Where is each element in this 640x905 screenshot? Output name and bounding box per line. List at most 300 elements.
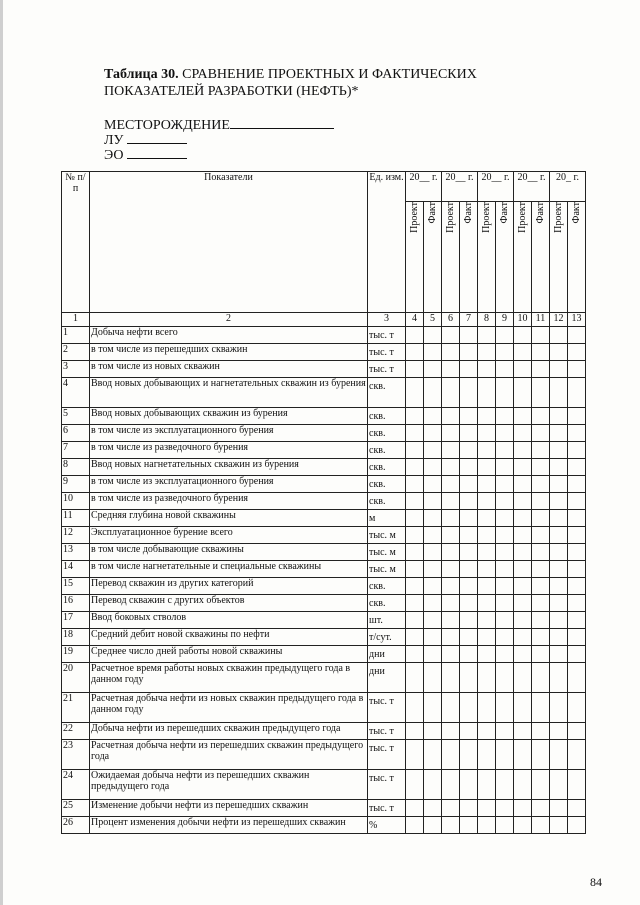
value-cell[interactable] <box>568 408 586 425</box>
value-cell[interactable] <box>424 663 442 693</box>
value-cell[interactable] <box>442 629 460 646</box>
value-cell[interactable] <box>406 344 424 361</box>
value-cell[interactable] <box>568 740 586 770</box>
row-indicator: Изменение добычи нефти из перешедших скважин <box>90 800 368 817</box>
value-cell[interactable] <box>406 800 424 817</box>
value-cell[interactable] <box>532 527 550 544</box>
value-cell[interactable] <box>460 408 478 425</box>
value-cell[interactable] <box>550 817 568 834</box>
value-cell[interactable] <box>550 646 568 663</box>
value-cell[interactable] <box>478 361 496 378</box>
header-num: № п/п <box>62 172 90 313</box>
value-cell[interactable] <box>496 740 514 770</box>
value-cell[interactable] <box>460 442 478 459</box>
value-cell[interactable] <box>568 442 586 459</box>
value-cell[interactable] <box>550 361 568 378</box>
value-cell[interactable] <box>406 663 424 693</box>
value-cell[interactable] <box>532 544 550 561</box>
value-cell[interactable] <box>442 442 460 459</box>
value-cell[interactable] <box>496 327 514 344</box>
value-cell[interactable] <box>406 408 424 425</box>
value-cell[interactable] <box>424 578 442 595</box>
value-cell[interactable] <box>406 629 424 646</box>
value-cell[interactable] <box>460 646 478 663</box>
value-cell[interactable] <box>406 442 424 459</box>
value-cell[interactable] <box>478 493 496 510</box>
value-cell[interactable] <box>442 425 460 442</box>
value-cell[interactable] <box>406 425 424 442</box>
value-cell[interactable] <box>424 561 442 578</box>
value-cell[interactable] <box>460 476 478 493</box>
value-cell[interactable] <box>478 693 496 723</box>
value-cell[interactable] <box>568 544 586 561</box>
header-sub-label: Проект <box>409 202 420 233</box>
value-cell[interactable] <box>496 344 514 361</box>
value-cell[interactable] <box>460 510 478 527</box>
value-cell[interactable] <box>496 723 514 740</box>
value-cell[interactable] <box>406 510 424 527</box>
value-cell[interactable] <box>568 578 586 595</box>
value-cell[interactable] <box>478 740 496 770</box>
value-cell[interactable] <box>496 459 514 476</box>
value-cell[interactable] <box>514 740 532 770</box>
value-cell[interactable] <box>424 459 442 476</box>
table-row <box>62 663 586 693</box>
value-cell[interactable] <box>460 578 478 595</box>
value-cell[interactable] <box>496 378 514 408</box>
value-cell[interactable] <box>406 817 424 834</box>
row-number: 5 <box>62 408 90 425</box>
value-cell[interactable] <box>532 459 550 476</box>
value-cell[interactable] <box>550 378 568 408</box>
value-cell[interactable] <box>532 493 550 510</box>
value-cell[interactable] <box>568 612 586 629</box>
value-cell[interactable] <box>496 493 514 510</box>
value-cell[interactable] <box>514 578 532 595</box>
value-cell[interactable] <box>442 361 460 378</box>
value-cell[interactable] <box>532 561 550 578</box>
value-cell[interactable] <box>460 327 478 344</box>
value-cell[interactable] <box>478 476 496 493</box>
value-cell[interactable] <box>424 378 442 408</box>
column-number: 13 <box>568 313 586 327</box>
header-indicators: Показатели <box>90 172 368 313</box>
value-cell[interactable] <box>442 723 460 740</box>
value-cell[interactable] <box>478 723 496 740</box>
row-unit: % <box>368 817 406 834</box>
value-cell[interactable] <box>406 544 424 561</box>
value-cell[interactable] <box>568 361 586 378</box>
row-unit: тыс. т <box>368 693 406 723</box>
value-cell[interactable] <box>442 740 460 770</box>
value-cell[interactable] <box>406 723 424 740</box>
row-indicator: в том числе из разведочного бурения <box>90 442 368 459</box>
value-cell[interactable] <box>442 344 460 361</box>
row-unit: тыс. т <box>368 327 406 344</box>
value-cell[interactable] <box>424 493 442 510</box>
table-row <box>62 693 586 723</box>
value-cell[interactable] <box>460 527 478 544</box>
value-cell[interactable] <box>406 693 424 723</box>
value-cell[interactable] <box>460 663 478 693</box>
value-cell[interactable] <box>442 476 460 493</box>
value-cell[interactable] <box>532 578 550 595</box>
value-cell[interactable] <box>496 561 514 578</box>
value-cell[interactable] <box>478 527 496 544</box>
value-cell[interactable] <box>496 510 514 527</box>
value-cell[interactable] <box>568 476 586 493</box>
value-cell[interactable] <box>424 612 442 629</box>
value-cell[interactable] <box>406 646 424 663</box>
value-cell[interactable] <box>478 459 496 476</box>
value-cell[interactable] <box>532 770 550 800</box>
row-indicator: в том числе из эксплуатационного бурения <box>90 425 368 442</box>
value-cell[interactable] <box>568 561 586 578</box>
table-row <box>62 723 586 740</box>
value-cell[interactable] <box>532 327 550 344</box>
value-cell[interactable] <box>514 344 532 361</box>
value-cell[interactable] <box>424 740 442 770</box>
value-cell[interactable] <box>514 629 532 646</box>
value-cell[interactable] <box>442 800 460 817</box>
value-cell[interactable] <box>496 361 514 378</box>
row-indicator: в том числе из эксплуатационного бурения <box>90 476 368 493</box>
value-cell[interactable] <box>424 442 442 459</box>
value-cell[interactable] <box>424 361 442 378</box>
table-row <box>62 378 586 408</box>
value-cell[interactable] <box>424 800 442 817</box>
value-cell[interactable] <box>478 408 496 425</box>
value-cell[interactable] <box>532 693 550 723</box>
row-indicator: в том числе добывающие скважины <box>90 544 368 561</box>
value-cell[interactable] <box>514 723 532 740</box>
value-cell[interactable] <box>406 361 424 378</box>
value-cell[interactable] <box>460 361 478 378</box>
value-cell[interactable] <box>406 770 424 800</box>
value-cell[interactable] <box>568 646 586 663</box>
value-cell[interactable] <box>478 800 496 817</box>
value-cell[interactable] <box>532 442 550 459</box>
value-cell[interactable] <box>568 817 586 834</box>
value-cell[interactable] <box>442 493 460 510</box>
value-cell[interactable] <box>496 800 514 817</box>
value-cell[interactable] <box>442 612 460 629</box>
value-cell[interactable] <box>550 425 568 442</box>
value-cell[interactable] <box>568 770 586 800</box>
value-cell[interactable] <box>478 561 496 578</box>
value-cell[interactable] <box>496 629 514 646</box>
value-cell[interactable] <box>442 646 460 663</box>
value-cell[interactable] <box>460 629 478 646</box>
value-cell[interactable] <box>514 527 532 544</box>
value-cell[interactable] <box>460 770 478 800</box>
value-cell[interactable] <box>460 740 478 770</box>
value-cell[interactable] <box>496 663 514 693</box>
value-cell[interactable] <box>406 578 424 595</box>
value-cell[interactable] <box>514 612 532 629</box>
value-cell[interactable] <box>406 476 424 493</box>
field-eo-blank[interactable] <box>127 146 187 159</box>
value-cell[interactable] <box>514 361 532 378</box>
value-cell[interactable] <box>442 663 460 693</box>
value-cell[interactable] <box>532 612 550 629</box>
value-cell[interactable] <box>514 378 532 408</box>
value-cell[interactable] <box>496 527 514 544</box>
value-cell[interactable] <box>424 770 442 800</box>
value-cell[interactable] <box>424 510 442 527</box>
value-cell[interactable] <box>550 800 568 817</box>
row-indicator: в том числе нагнетательные и специальные скважины <box>90 561 368 578</box>
value-cell[interactable] <box>424 425 442 442</box>
value-cell[interactable] <box>532 361 550 378</box>
value-cell[interactable] <box>478 629 496 646</box>
value-cell[interactable] <box>478 612 496 629</box>
value-cell[interactable] <box>550 344 568 361</box>
value-cell[interactable] <box>442 510 460 527</box>
row-number: 2 <box>62 344 90 361</box>
header-year-2: 20__ г. <box>442 172 478 202</box>
value-cell[interactable] <box>478 646 496 663</box>
value-cell[interactable] <box>460 493 478 510</box>
value-cell[interactable] <box>496 476 514 493</box>
row-indicator: Ожидаемая добыча нефти из перешедших скважин предыдущего года <box>90 770 368 800</box>
value-cell[interactable] <box>478 442 496 459</box>
value-cell[interactable] <box>478 344 496 361</box>
value-cell[interactable] <box>532 800 550 817</box>
value-cell[interactable] <box>568 693 586 723</box>
value-cell[interactable] <box>406 740 424 770</box>
value-cell[interactable] <box>478 544 496 561</box>
value-cell[interactable] <box>496 595 514 612</box>
value-cell[interactable] <box>478 595 496 612</box>
value-cell[interactable] <box>568 629 586 646</box>
value-cell[interactable] <box>460 693 478 723</box>
value-cell[interactable] <box>550 663 568 693</box>
value-cell[interactable] <box>424 595 442 612</box>
value-cell[interactable] <box>568 527 586 544</box>
value-cell[interactable] <box>550 327 568 344</box>
row-unit: скв. <box>368 442 406 459</box>
value-cell[interactable] <box>496 770 514 800</box>
value-cell[interactable] <box>514 476 532 493</box>
value-cell[interactable] <box>532 378 550 408</box>
value-cell[interactable] <box>514 800 532 817</box>
value-cell[interactable] <box>550 527 568 544</box>
value-cell[interactable] <box>532 817 550 834</box>
value-cell[interactable] <box>568 663 586 693</box>
value-cell[interactable] <box>514 561 532 578</box>
row-unit: тыс. м <box>368 527 406 544</box>
value-cell[interactable] <box>514 493 532 510</box>
value-cell[interactable] <box>424 476 442 493</box>
value-cell[interactable] <box>550 629 568 646</box>
value-cell[interactable] <box>442 770 460 800</box>
value-cell[interactable] <box>550 612 568 629</box>
value-cell[interactable] <box>442 544 460 561</box>
value-cell[interactable] <box>442 561 460 578</box>
table-row <box>62 361 586 378</box>
value-cell[interactable] <box>460 595 478 612</box>
value-cell[interactable] <box>532 344 550 361</box>
column-number: 10 <box>514 313 532 327</box>
value-cell[interactable] <box>478 770 496 800</box>
value-cell[interactable] <box>424 693 442 723</box>
row-number: 12 <box>62 527 90 544</box>
value-cell[interactable] <box>442 578 460 595</box>
value-cell[interactable] <box>424 629 442 646</box>
value-cell[interactable] <box>424 327 442 344</box>
value-cell[interactable] <box>514 408 532 425</box>
value-cell[interactable] <box>550 595 568 612</box>
field-lu-blank[interactable] <box>127 131 187 144</box>
value-cell[interactable] <box>550 561 568 578</box>
value-cell[interactable] <box>550 770 568 800</box>
value-cell[interactable] <box>496 646 514 663</box>
value-cell[interactable] <box>460 612 478 629</box>
value-cell[interactable] <box>478 817 496 834</box>
value-cell[interactable] <box>550 493 568 510</box>
value-cell[interactable] <box>406 327 424 344</box>
value-cell[interactable] <box>550 442 568 459</box>
value-cell[interactable] <box>424 544 442 561</box>
value-cell[interactable] <box>568 723 586 740</box>
value-cell[interactable] <box>568 344 586 361</box>
value-cell[interactable] <box>460 817 478 834</box>
value-cell[interactable] <box>550 510 568 527</box>
value-cell[interactable] <box>460 544 478 561</box>
value-cell[interactable] <box>424 646 442 663</box>
value-cell[interactable] <box>442 459 460 476</box>
value-cell[interactable] <box>496 442 514 459</box>
value-cell[interactable] <box>532 408 550 425</box>
value-cell[interactable] <box>568 459 586 476</box>
value-cell[interactable] <box>424 817 442 834</box>
field-deposit-blank[interactable] <box>230 116 334 129</box>
value-cell[interactable] <box>550 544 568 561</box>
value-cell[interactable] <box>442 595 460 612</box>
value-cell[interactable] <box>532 740 550 770</box>
field-deposit-label: МЕСТОРОЖДЕНИЕ <box>104 118 230 133</box>
value-cell[interactable] <box>478 378 496 408</box>
value-cell[interactable] <box>550 408 568 425</box>
value-cell[interactable] <box>532 629 550 646</box>
value-cell[interactable] <box>442 408 460 425</box>
row-unit: дни <box>368 663 406 693</box>
value-cell[interactable] <box>406 612 424 629</box>
row-number: 18 <box>62 629 90 646</box>
value-cell[interactable] <box>478 327 496 344</box>
value-cell[interactable] <box>514 425 532 442</box>
value-cell[interactable] <box>496 578 514 595</box>
row-indicator: в том числе из разведочного бурения <box>90 493 368 510</box>
value-cell[interactable] <box>460 378 478 408</box>
value-cell[interactable] <box>478 510 496 527</box>
value-cell[interactable] <box>406 527 424 544</box>
field-eo-label: ЭО <box>104 148 124 163</box>
scan-edge <box>0 0 3 905</box>
value-cell[interactable] <box>514 459 532 476</box>
header-year-4: 20__ г. <box>514 172 550 202</box>
value-cell[interactable] <box>496 544 514 561</box>
value-cell[interactable] <box>442 378 460 408</box>
value-cell[interactable] <box>442 327 460 344</box>
value-cell[interactable] <box>442 817 460 834</box>
value-cell[interactable] <box>514 693 532 723</box>
column-number: 11 <box>532 313 550 327</box>
value-cell[interactable] <box>550 476 568 493</box>
value-cell[interactable] <box>478 578 496 595</box>
value-cell[interactable] <box>424 344 442 361</box>
value-cell[interactable] <box>424 723 442 740</box>
value-cell[interactable] <box>514 327 532 344</box>
value-cell[interactable] <box>460 344 478 361</box>
value-cell[interactable] <box>442 527 460 544</box>
value-cell[interactable] <box>514 595 532 612</box>
value-cell[interactable] <box>514 663 532 693</box>
value-cell[interactable] <box>514 817 532 834</box>
value-cell[interactable] <box>424 408 442 425</box>
value-cell[interactable] <box>532 425 550 442</box>
value-cell[interactable] <box>478 425 496 442</box>
value-cell[interactable] <box>568 493 586 510</box>
value-cell[interactable] <box>550 459 568 476</box>
value-cell[interactable] <box>406 493 424 510</box>
value-cell[interactable] <box>550 578 568 595</box>
value-cell[interactable] <box>478 663 496 693</box>
row-indicator: Ввод боковых стволов <box>90 612 368 629</box>
value-cell[interactable] <box>514 544 532 561</box>
value-cell[interactable] <box>406 561 424 578</box>
value-cell[interactable] <box>568 800 586 817</box>
value-cell[interactable] <box>442 693 460 723</box>
value-cell[interactable] <box>550 740 568 770</box>
value-cell[interactable] <box>568 327 586 344</box>
value-cell[interactable] <box>514 770 532 800</box>
value-cell[interactable] <box>532 663 550 693</box>
value-cell[interactable] <box>532 646 550 663</box>
value-cell[interactable] <box>496 817 514 834</box>
value-cell[interactable] <box>460 723 478 740</box>
value-cell[interactable] <box>514 510 532 527</box>
value-cell[interactable] <box>568 510 586 527</box>
value-cell[interactable] <box>424 527 442 544</box>
value-cell[interactable] <box>568 378 586 408</box>
value-cell[interactable] <box>514 442 532 459</box>
value-cell[interactable] <box>406 378 424 408</box>
value-cell[interactable] <box>532 723 550 740</box>
value-cell[interactable] <box>460 459 478 476</box>
value-cell[interactable] <box>550 723 568 740</box>
value-cell[interactable] <box>532 510 550 527</box>
value-cell[interactable] <box>532 476 550 493</box>
value-cell[interactable] <box>460 425 478 442</box>
value-cell[interactable] <box>406 459 424 476</box>
value-cell[interactable] <box>496 693 514 723</box>
row-number: 11 <box>62 510 90 527</box>
value-cell[interactable] <box>496 612 514 629</box>
value-cell[interactable] <box>496 425 514 442</box>
value-cell[interactable] <box>532 595 550 612</box>
row-indicator: Расчетная добыча нефти из новых скважин предыдущего года в данном году <box>90 693 368 723</box>
value-cell[interactable] <box>406 595 424 612</box>
value-cell[interactable] <box>460 800 478 817</box>
value-cell[interactable] <box>496 408 514 425</box>
value-cell[interactable] <box>550 693 568 723</box>
value-cell[interactable] <box>514 646 532 663</box>
value-cell[interactable] <box>568 425 586 442</box>
value-cell[interactable] <box>568 595 586 612</box>
value-cell[interactable] <box>460 561 478 578</box>
